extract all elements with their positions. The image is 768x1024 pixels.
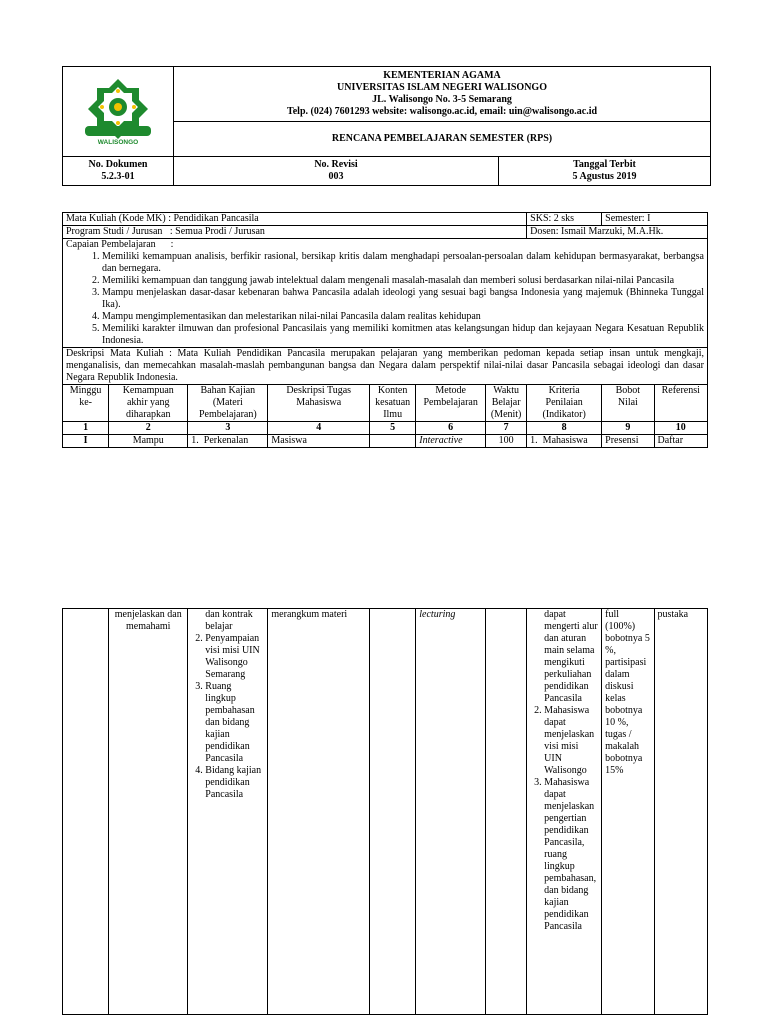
weight-cell: full (100%) bobotnya 5 %, partisipasi dalam diskusi kelas bobotnya 10 %, tugas / makalah bobotnya 15% xyxy=(602,609,654,1015)
criteria-continued: dapat mengerti alur dan aturan main selama mengikuti perkuliahan pendidikan Pancasila xyxy=(544,609,598,704)
material-continued: dan kontrak belajar xyxy=(205,609,253,632)
outcome-item: 1. Memiliki kemampuan analisis, berfikir rasional, bersikap kritis dalam menghadapi persoalan-persoalan dalam kehidupan bermasyarakat, berbangsa dan bernegara. xyxy=(102,251,704,275)
col-number: 3 xyxy=(188,422,268,435)
revision-label: No. Revisi xyxy=(314,159,358,170)
criteria-cell: 1. Mahasiswa xyxy=(527,435,602,448)
col-header-criteria: Kriteria Penilaian (Indikator) xyxy=(527,385,602,422)
document-header xyxy=(62,66,711,186)
institution-block xyxy=(174,67,711,122)
doc-number-cell xyxy=(63,157,174,186)
material-cell: 1. Perkenalan xyxy=(188,435,268,448)
col-header-week: Minggu ke- xyxy=(63,385,109,422)
university-contact: Telp. (024) 7601293 website: walisongo.ac.id, email: uin@walisongo.ac.id xyxy=(286,106,598,117)
date-cell xyxy=(499,157,711,186)
date-value: 5 Agustus 2019 xyxy=(572,171,637,182)
course-sks: SKS: 2 sks xyxy=(527,213,602,226)
col-number: 1 xyxy=(63,422,109,435)
uin-walisongo-logo-icon xyxy=(81,77,155,147)
revision-cell xyxy=(174,157,499,186)
col-header-ability: Kemampuan akhir yang diharapkan xyxy=(109,385,188,422)
reference-cell: Daftar xyxy=(654,435,707,448)
col-header-time: Waktu Belajar (Menit) xyxy=(486,385,527,422)
col-header-weight: Bobot Nilai xyxy=(602,385,654,422)
col-number: 2 xyxy=(109,422,188,435)
ability-cell: menjelaskan dan memahami xyxy=(109,609,188,1015)
course-name: Mata Kuliah (Kode MK) : Pendidikan Pancasila xyxy=(63,213,527,226)
week-cell: I xyxy=(63,435,109,448)
method-cell: Interactive xyxy=(416,435,486,448)
table-row xyxy=(63,609,708,1015)
col-header-method: Metode Pembelajaran xyxy=(416,385,486,422)
list-item: 3. Mahasiswa dapat menjelaskan pengertian pendidikan Pancasila, ruang lingkup pembahasan, dan bidang kajian pendidikan Pancasila xyxy=(544,777,598,933)
col-number: 4 xyxy=(268,422,370,435)
method-cell: lecturing xyxy=(416,609,486,1015)
material-cell xyxy=(188,609,268,1015)
task-cell: merangkum materi xyxy=(268,609,370,1015)
ministry-name: KEMENTERIAN AGAMA xyxy=(383,70,501,81)
learning-outcomes-list xyxy=(66,251,704,347)
col-number: 8 xyxy=(527,422,602,435)
col-number: 5 xyxy=(370,422,416,435)
lecturer: Dosen: Ismail Marzuki, M.A.Hk. xyxy=(527,226,708,239)
column-number-row xyxy=(63,422,708,435)
content-cell xyxy=(370,609,416,1015)
col-header-task: Deskripsi Tugas Mahasiswa xyxy=(268,385,370,422)
week-cell xyxy=(63,609,109,1015)
outcome-item: 2. Memiliki kemampuan dan tanggung jawab intelektual dalam mengenali masalah-masalah dan memberi solusi berdasarkan nilai-nilai Pancasila xyxy=(102,275,704,287)
outcome-item: 5. Memiliki karakter ilmuwan dan profesional Pancasilais yang memiliki komitmen atas kelangsungan hidup dan kejayaan Negara Kesatuan Republik Indonesia. xyxy=(102,323,704,347)
date-label: Tanggal Terbit xyxy=(573,159,636,170)
table-row xyxy=(63,435,708,448)
col-number: 6 xyxy=(416,422,486,435)
rps-table-continuation xyxy=(62,608,708,1015)
col-header-content: Konten kesatuan Ilmu xyxy=(370,385,416,422)
document-title: RENCANA PEMBELAJARAN SEMESTER (RPS) xyxy=(174,122,711,157)
doc-number-label: No. Dokumen xyxy=(88,159,148,170)
col-number: 7 xyxy=(486,422,527,435)
rps-table xyxy=(62,212,708,448)
list-item: 2. Penyampaian visi misi UIN Walisongo Semarang xyxy=(205,633,264,681)
time-cell xyxy=(486,609,527,1015)
university-address: JL. Walisongo No. 3-5 Semarang xyxy=(372,94,512,105)
learning-outcomes xyxy=(63,239,708,348)
list-item: 2. Mahasiswa dapat menjelaskan visi misi UIN Walisongo xyxy=(544,705,598,777)
material-list xyxy=(191,633,264,801)
weight-cell: Presensi xyxy=(602,435,654,448)
doc-number-value: 5.2.3-01 xyxy=(101,171,135,182)
time-cell: 100 xyxy=(486,435,527,448)
col-number: 9 xyxy=(602,422,654,435)
study-program: Program Studi / Jurusan : Semua Prodi / Jurusan xyxy=(63,226,527,239)
logo-caption: WALISONGO xyxy=(97,138,139,146)
content-cell xyxy=(370,435,416,448)
learning-outcomes-label: Capaian Pembelajaran : xyxy=(66,239,174,250)
list-item: 4. Bidang kajian pendidikan Pancasila xyxy=(205,765,264,801)
criteria-list xyxy=(530,705,598,933)
course-semester: Semester: I xyxy=(602,213,708,226)
list-item: 3. Ruang lingkup pembahasan dan bidang kajian pendidikan Pancasila xyxy=(205,681,264,765)
logo-cell xyxy=(63,67,174,157)
university-name: UNIVERSITAS ISLAM NEGERI WALISONGO xyxy=(337,82,547,93)
col-number: 10 xyxy=(654,422,707,435)
col-header-reference: Referensi xyxy=(654,385,707,422)
col-header-material: Bahan Kajian (Materi Pembelajaran) xyxy=(188,385,268,422)
ability-cell: Mampu xyxy=(109,435,188,448)
outcome-item: 4. Mampu mengimplementasikan dan melestarikan nilai-nilai Pancasila dalam realitas kehidupan xyxy=(102,311,704,323)
course-description: Deskripsi Mata Kuliah : Mata Kuliah Pendidikan Pancasila merupakan pelajaran yang memberikan pedoman kepada setiap insan untuk mengkaji, menganalisis, dan memecahkan masalah-maslah pembangunan bangsa dan Negara dalam perspektif nilai-nilai dasar Pancasila sebagai ideologi dan dasar Negara Republik Indonesia. xyxy=(63,348,708,385)
revision-value: 003 xyxy=(328,171,344,182)
criteria-text: Mahasiswa xyxy=(542,435,588,446)
criteria-cell xyxy=(527,609,602,1015)
outcome-item: 3. Mampu menjelaskan dasar-dasar kebenaran bahwa Pancasila adalah ideologi yang sesuai bagi bangsa Indonesia yang majemuk (Bhinneka Tunggal Ika). xyxy=(102,287,704,311)
material-text: Perkenalan xyxy=(203,435,249,446)
task-cell: Masiswa xyxy=(268,435,370,448)
reference-cell: pustaka xyxy=(654,609,707,1015)
